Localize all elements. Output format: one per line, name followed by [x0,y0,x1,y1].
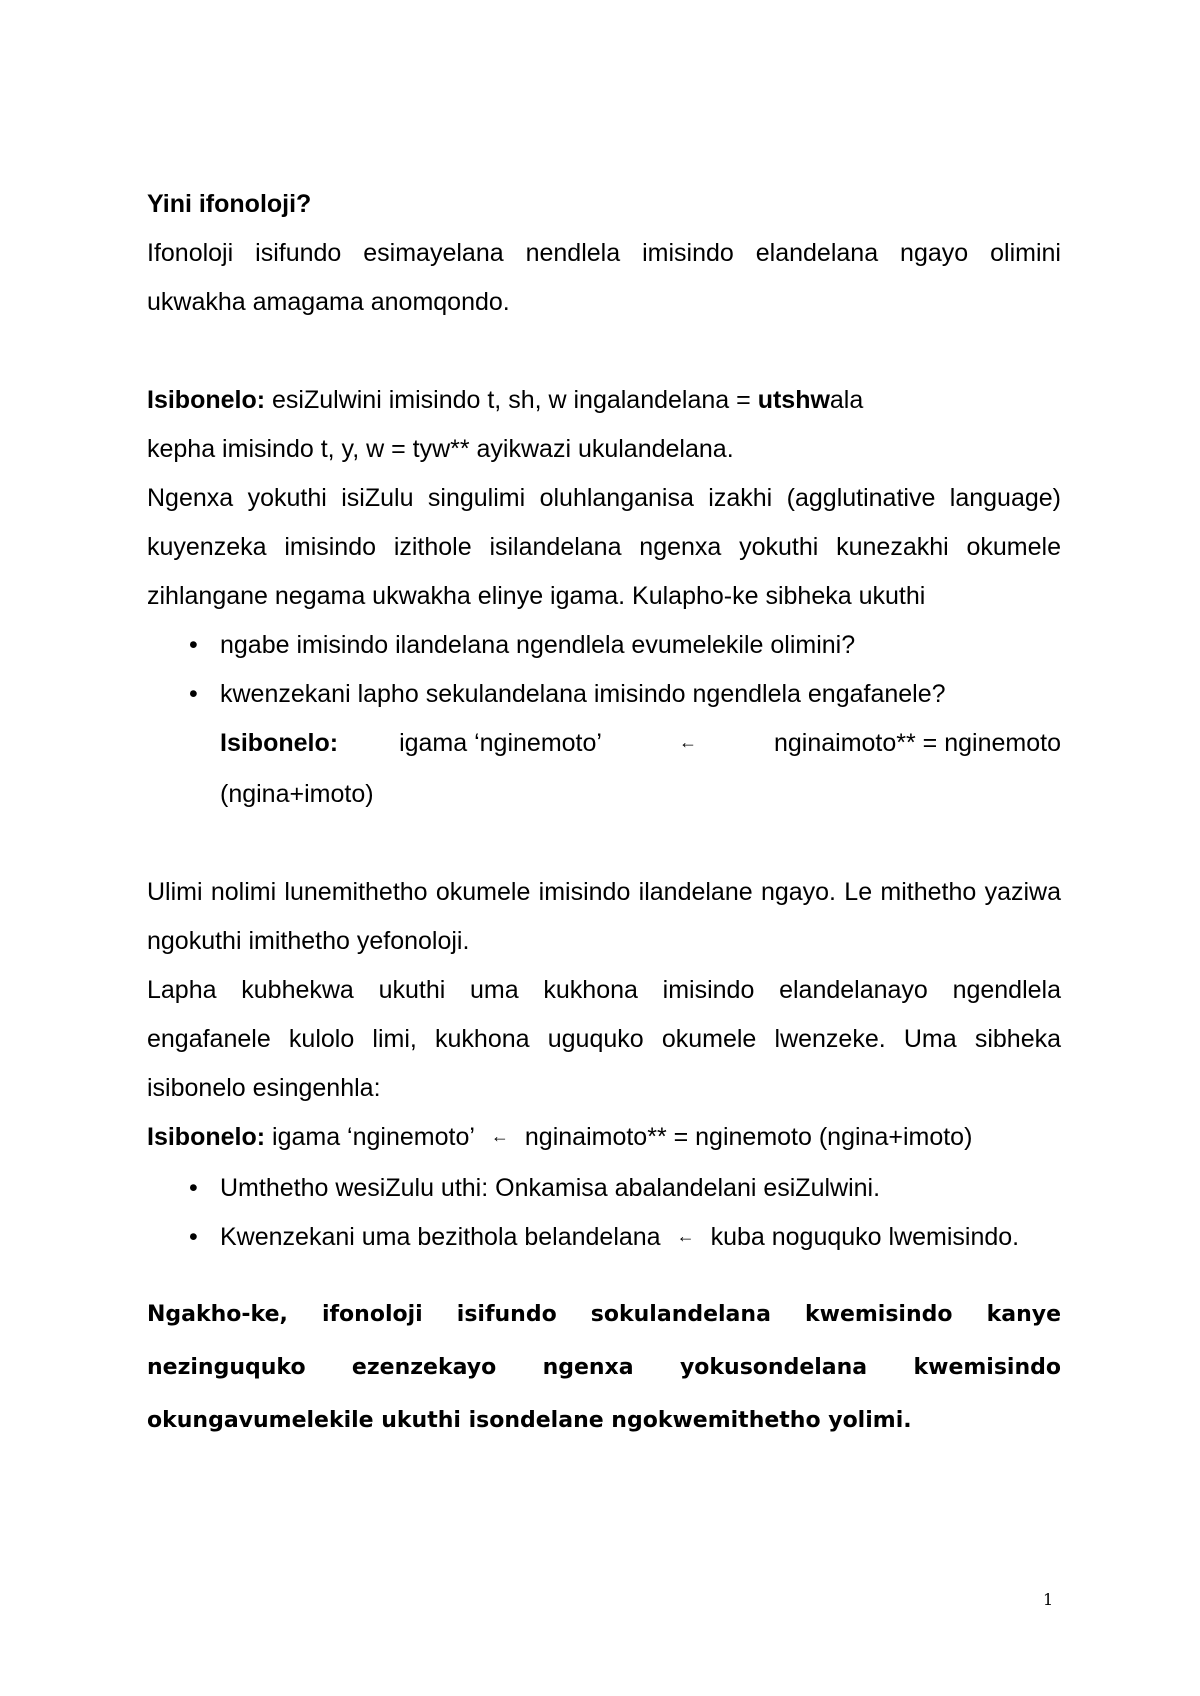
left-arrow-icon: ← [678,732,697,752]
example-2-line-2: (ngina+imoto) [220,780,374,808]
example-1-line-2: kepha imisindo t, y, w = tyw** ayikwazi ukulandelana. [147,435,734,463]
left-arrow-icon: ← [490,1126,509,1146]
agglutinative-paragraph: Ngenxa yokuthi isiZulu singulimi oluhlanganisa izakhi (agglutinative language) kuyenzeka imisindo izithole isilandelana ngenxa yokuthi kunezakhi okumele zihlangane negama ukwakha elinye igama. Kulapho-ke sibheka ukuthi [147,484,1061,610]
bullet-icon: • [189,680,198,708]
list-item [147,1213,1061,1264]
page-number: 1 [1043,1590,1054,1609]
example-1-text: esiZulwini imisindo t, sh, w ingalandelana = [265,386,758,414]
example-2-line-1 [220,719,1061,770]
list-item [147,621,1061,670]
list-item-text: ngabe imisindo ilandelana ngendlela evumelekile olimini? [220,631,856,659]
example-1-line-1 [147,376,1061,425]
example-1-word-bold: utshw [757,386,830,414]
bullet-icon: • [189,1174,198,1202]
example-label: Isibonelo: [220,729,339,757]
question-list [147,621,1061,719]
page-title: Yini ifonoloji? [147,190,312,218]
left-arrow-icon: ← [676,1226,695,1246]
intro-paragraph: Ifonoloji isifundo esimayelana nendlela imisindo elandelana ngayo olimini ukwakha amagama anomqondo. [147,239,1061,316]
list-item [147,1164,1061,1213]
page-content [147,180,1061,1447]
bullet-icon: • [189,631,198,659]
example-2 [147,719,1061,819]
conclusion-paragraph: Ngakho-ke, ifonoloji isifundo sokulandelana kwemisindo kanye nezinguquko ezenzekayo ngenxa yokusondelana kwemisindo okungavumelekile ukuthi isondelane ngokwemithetho yolimi. [147,1302,1061,1433]
example-label: Isibonelo: [147,1123,266,1151]
list-item-text: Umthetho wesiZulu uthi: Onkamisa abalandelani esiZulwini. [220,1174,881,1202]
example-2-result: nginaimoto** = nginemoto [773,729,1061,757]
example-2-word: igama ‘nginemoto’ [399,729,602,757]
list-item-text: Kwenzekani uma bezithola belandelana [220,1223,661,1251]
example-3-word: igama ‘nginemoto’ [265,1123,475,1151]
rule-list [147,1164,1061,1264]
example-3-result: nginaimoto** = nginemoto (ngina+imoto) [524,1123,973,1151]
rules-paragraph: Ulimi nolimi lunemithetho okumele imisindo ilandelane ngayo. Le mithetho yaziwa ngokuthi imithetho yefonoloji. [147,878,1061,955]
bullet-icon: • [189,1223,198,1251]
change-paragraph: Lapha kubhekwa ukuthi uma kukhona imisindo elandelanayo ngendlela engafanele kulolo limi, kukhona uguquko okumele lwenzeke. Uma sibheka isibonelo esingenhla: [147,976,1061,1102]
spacer [147,327,1061,376]
list-item-text: kuba noguquko lwemisindo. [710,1223,1020,1251]
example-3 [147,1113,1061,1164]
spacer [147,819,1061,868]
list-item [147,670,1061,719]
example-1-word-rest: ala [829,386,864,414]
example-label: Isibonelo: [147,386,266,414]
list-item-text: kwenzekani lapho sekulandelana imisindo ngendlela engafanele? [220,680,946,708]
